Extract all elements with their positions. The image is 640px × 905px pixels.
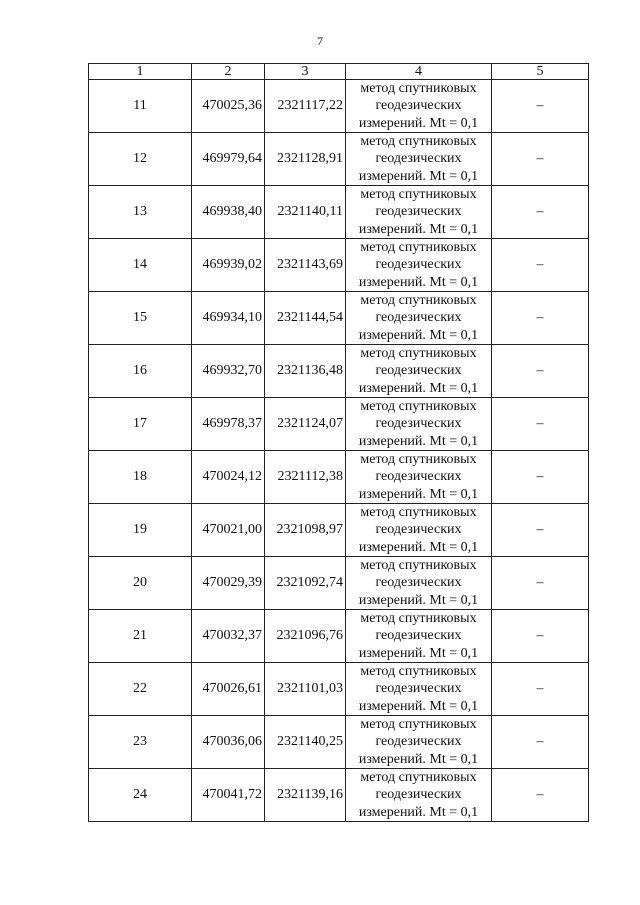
- method-line: геодезических: [375, 416, 462, 432]
- method-line: метод спутниковых: [360, 717, 477, 733]
- table-row: [89, 239, 589, 292]
- method-line: измерений. Mt = 0,1: [358, 486, 479, 502]
- method-line: геодезических: [375, 98, 462, 114]
- note-cell: –: [492, 186, 589, 239]
- method-line: измерений. Mt = 0,1: [358, 115, 479, 131]
- method-line: метод спутниковых: [360, 187, 477, 203]
- method-cell: [346, 398, 492, 451]
- y-coordinate-cell: 2321143,69: [265, 239, 346, 292]
- note-cell: –: [492, 610, 589, 663]
- method-line: метод спутниковых: [360, 611, 477, 627]
- point-number-cell: 19: [89, 504, 192, 557]
- method-line: измерений. Mt = 0,1: [358, 327, 479, 343]
- method-cell: [346, 186, 492, 239]
- note-cell: –: [492, 133, 589, 186]
- method-cell: [346, 663, 492, 716]
- method-line: геодезических: [375, 363, 462, 379]
- table-row: [89, 557, 589, 610]
- method-line: измерений. Mt = 0,1: [358, 433, 479, 449]
- y-coordinate-cell: 2321140,11: [265, 186, 346, 239]
- method-line: геодезических: [375, 151, 462, 167]
- x-coordinate-cell: 469934,10: [192, 292, 265, 345]
- method-line: геодезических: [375, 734, 462, 750]
- point-number-cell: 18: [89, 451, 192, 504]
- table-header: [89, 64, 589, 80]
- note-cell: –: [492, 398, 589, 451]
- x-coordinate-cell: 469979,64: [192, 133, 265, 186]
- x-coordinate-cell: 470041,72: [192, 769, 265, 822]
- header-row: [89, 64, 589, 80]
- method-cell: [346, 769, 492, 822]
- method-cell: [346, 610, 492, 663]
- point-number-cell: 24: [89, 769, 192, 822]
- y-coordinate-cell: 2321139,16: [265, 769, 346, 822]
- method-line: метод спутниковых: [360, 664, 477, 680]
- method-line: метод спутниковых: [360, 505, 477, 521]
- method-cell: [346, 133, 492, 186]
- point-number-cell: 15: [89, 292, 192, 345]
- note-cell: –: [492, 345, 589, 398]
- table-row: [89, 345, 589, 398]
- method-line: измерений. Mt = 0,1: [358, 274, 479, 290]
- coordinates-table: [88, 63, 589, 822]
- method-cell: [346, 451, 492, 504]
- table-row: [89, 769, 589, 822]
- point-number-cell: 13: [89, 186, 192, 239]
- method-line: измерений. Mt = 0,1: [358, 539, 479, 555]
- point-number-cell: 17: [89, 398, 192, 451]
- method-line: метод спутниковых: [360, 134, 477, 150]
- method-line: метод спутниковых: [360, 81, 477, 97]
- note-cell: –: [492, 239, 589, 292]
- method-line: геодезических: [375, 469, 462, 485]
- method-line: метод спутниковых: [360, 770, 477, 786]
- note-cell: –: [492, 80, 589, 133]
- method-cell: [346, 239, 492, 292]
- x-coordinate-cell: 469932,70: [192, 345, 265, 398]
- table-body: [89, 80, 589, 822]
- method-line: геодезических: [375, 522, 462, 538]
- table-row: [89, 504, 589, 557]
- note-cell: –: [492, 716, 589, 769]
- point-number-cell: 12: [89, 133, 192, 186]
- table-row: [89, 398, 589, 451]
- x-coordinate-cell: 470029,39: [192, 557, 265, 610]
- method-line: метод спутниковых: [360, 452, 477, 468]
- method-line: геодезических: [375, 681, 462, 697]
- note-cell: –: [492, 769, 589, 822]
- y-coordinate-cell: 2321098,97: [265, 504, 346, 557]
- method-line: геодезических: [375, 204, 462, 220]
- method-line: измерений. Mt = 0,1: [358, 698, 479, 714]
- y-coordinate-cell: 2321101,03: [265, 663, 346, 716]
- y-coordinate-cell: 2321140,25: [265, 716, 346, 769]
- table-row: [89, 133, 589, 186]
- method-cell: [346, 557, 492, 610]
- table-row: [89, 186, 589, 239]
- table-row: [89, 80, 589, 133]
- method-line: метод спутниковых: [360, 346, 477, 362]
- note-cell: –: [492, 504, 589, 557]
- method-line: измерений. Mt = 0,1: [358, 221, 479, 237]
- method-line: геодезических: [375, 628, 462, 644]
- method-line: геодезических: [375, 257, 462, 273]
- method-line: метод спутниковых: [360, 558, 477, 574]
- x-coordinate-cell: 469939,02: [192, 239, 265, 292]
- y-coordinate-cell: 2321124,07: [265, 398, 346, 451]
- point-number-cell: 20: [89, 557, 192, 610]
- x-coordinate-cell: 470026,61: [192, 663, 265, 716]
- point-number-cell: 23: [89, 716, 192, 769]
- x-coordinate-cell: 470032,37: [192, 610, 265, 663]
- header-col-1: 1: [89, 64, 192, 80]
- header-col-4: 4: [346, 64, 492, 80]
- y-coordinate-cell: 2321144,54: [265, 292, 346, 345]
- header-col-2: 2: [192, 64, 265, 80]
- method-line: метод спутниковых: [360, 293, 477, 309]
- method-line: измерений. Mt = 0,1: [358, 645, 479, 661]
- y-coordinate-cell: 2321117,22: [265, 80, 346, 133]
- method-line: геодезических: [375, 787, 462, 803]
- x-coordinate-cell: 470025,36: [192, 80, 265, 133]
- note-cell: –: [492, 557, 589, 610]
- table-row: [89, 292, 589, 345]
- x-coordinate-cell: 469978,37: [192, 398, 265, 451]
- header-col-3: 3: [265, 64, 346, 80]
- y-coordinate-cell: 2321092,74: [265, 557, 346, 610]
- method-cell: [346, 716, 492, 769]
- point-number-cell: 22: [89, 663, 192, 716]
- note-cell: –: [492, 663, 589, 716]
- method-line: метод спутниковых: [360, 399, 477, 415]
- note-cell: –: [492, 451, 589, 504]
- method-cell: [346, 345, 492, 398]
- y-coordinate-cell: 2321136,48: [265, 345, 346, 398]
- method-line: измерений. Mt = 0,1: [358, 380, 479, 396]
- method-cell: [346, 504, 492, 557]
- point-number-cell: 14: [89, 239, 192, 292]
- point-number-cell: 16: [89, 345, 192, 398]
- x-coordinate-cell: 470036,06: [192, 716, 265, 769]
- y-coordinate-cell: 2321128,91: [265, 133, 346, 186]
- note-cell: –: [492, 292, 589, 345]
- header-col-5: 5: [492, 64, 589, 80]
- method-line: измерений. Mt = 0,1: [358, 168, 479, 184]
- method-cell: [346, 292, 492, 345]
- method-line: измерений. Mt = 0,1: [358, 751, 479, 767]
- method-cell: [346, 80, 492, 133]
- method-line: измерений. Mt = 0,1: [358, 804, 479, 820]
- page-number: 7: [317, 34, 323, 48]
- x-coordinate-cell: 470024,12: [192, 451, 265, 504]
- method-line: измерений. Mt = 0,1: [358, 592, 479, 608]
- x-coordinate-cell: 470021,00: [192, 504, 265, 557]
- method-line: метод спутниковых: [360, 240, 477, 256]
- table-row: [89, 451, 589, 504]
- x-coordinate-cell: 469938,40: [192, 186, 265, 239]
- method-line: геодезических: [375, 310, 462, 326]
- method-line: геодезических: [375, 575, 462, 591]
- point-number-cell: 11: [89, 80, 192, 133]
- table-row: [89, 716, 589, 769]
- y-coordinate-cell: 2321112,38: [265, 451, 346, 504]
- point-number-cell: 21: [89, 610, 192, 663]
- y-coordinate-cell: 2321096,76: [265, 610, 346, 663]
- table-row: [89, 610, 589, 663]
- table-row: [89, 663, 589, 716]
